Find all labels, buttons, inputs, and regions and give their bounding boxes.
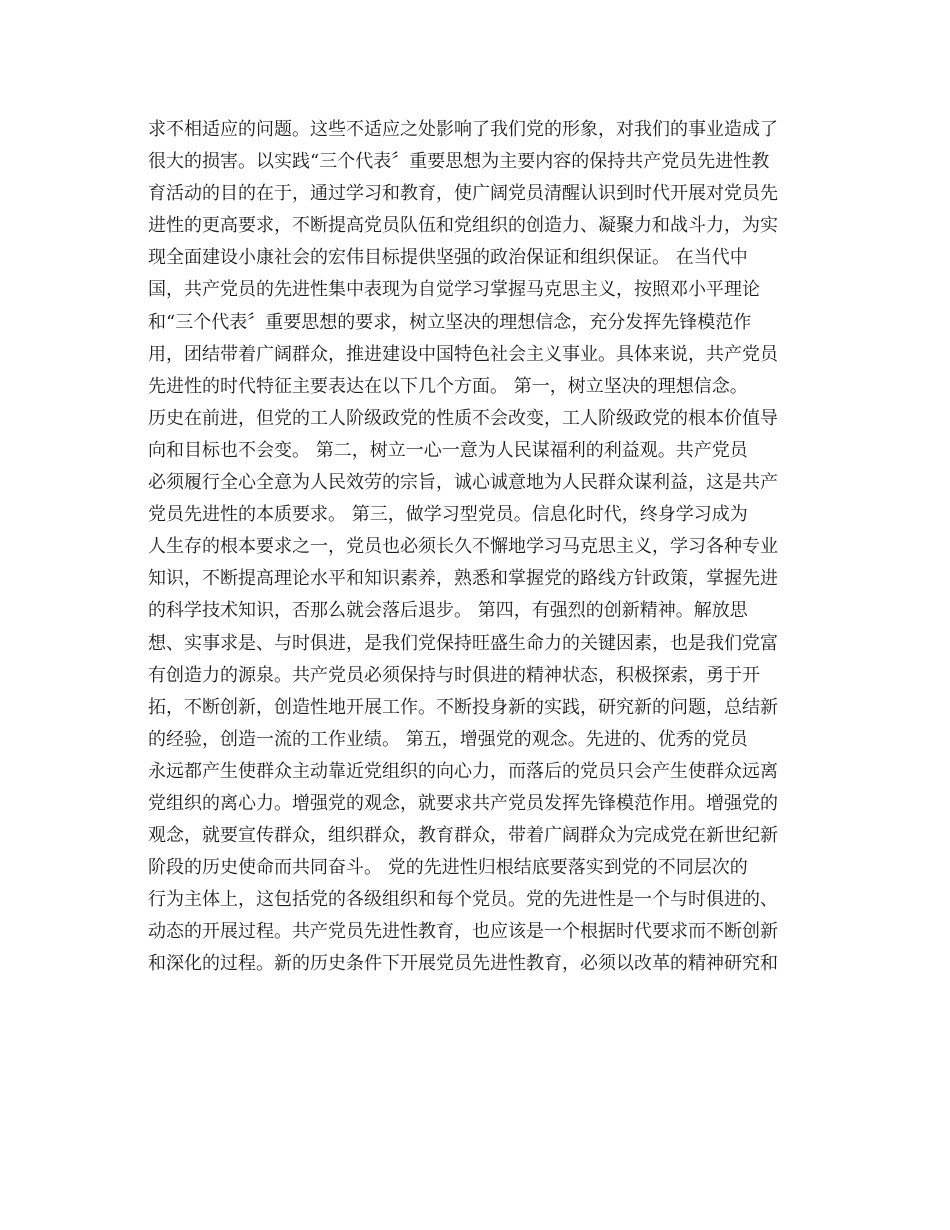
text-line: 国，共产党员的先进性集中表现为自觉学习掌握马克思主义，按照邓小平理论	[148, 279, 760, 301]
text-line: 观念，就要宣传群众，组织群众，教育群众，带着广阔群众为完成党在新世纪新	[148, 825, 778, 847]
text-line: 很大的损害。以实践“三个代表〞重要思想为主要内容的保持共产党员先进性教	[148, 151, 770, 173]
text-line: 党组织的离心力。增强党的观念，就要求共产党员发挥先锋模范作用。增强党的	[148, 792, 778, 814]
text-line: 求不相适应的问题。这些不适应之处影响了我们党的形象，对我们的事业造成了	[148, 119, 778, 140]
text-line: 历史在前进，但党的工人阶级政党的性质不会改变，工人阶级政党的根本价值导	[148, 407, 778, 429]
body-text	[148, 114, 808, 981]
text-line: 有创造力的源泉。共产党员必须保持与时俱进的精神状态，积极探索，勇于开	[148, 664, 760, 686]
text-line: 永远都产生使群众主动靠近党组织的向心力，而落后的党员只会产生使群众远离	[148, 760, 778, 782]
text-line: 党员先进性的本质要求。 第三，做学习型党员。信息化时代，终身学习成为	[148, 504, 748, 526]
text-line: 先进性的时代特征主要表达在以下几个方面。 第一，树立坚决的理想信念。	[148, 375, 748, 397]
text-line: 的科学技术知识，否那么就会落后退步。 第四，有强烈的创新精神。解放思	[148, 600, 748, 622]
text-line: 和深化的过程。新的历史条件下开展党员先进性教育，必须以改革的精神研究和	[148, 953, 778, 975]
text-line: 现全面建设小康社会的宏伟目标提供坚强的政治保证和组织保证。 在当代中	[148, 247, 748, 269]
text-line: 知识，不断提高理论水平和知识素养，熟悉和掌握党的路线方针政策，掌握先进	[148, 568, 778, 590]
text-line: 向和目标也不会变。 第二，树立一心一意为人民谋福利的利益观。共产党员	[148, 439, 748, 461]
text-line: 想、实事求是、与时俱进，是我们党保持旺盛生命力的关键因素，也是我们党富	[148, 632, 778, 654]
text-line: 进性的更高要求，不断提高党员队伍和党组织的创造力、凝聚力和战斗力，为实	[148, 215, 778, 237]
text-line: 用，团结带着广阔群众，推进建设中国特色社会主义事业。具体来说，共产党员	[148, 343, 778, 365]
text-line: 拓，不断创新，创造性地开展工作。不断投身新的实践，研究新的问题，总结新	[148, 696, 778, 718]
text-line: 行为主体上，这包括党的各级组织和每个党员。党的先进性是一个与时俱进的、	[148, 889, 778, 911]
text-line: 的经验，创造一流的工作业绩。 第五，增强党的观念。先进的、优秀的党员	[148, 728, 748, 750]
text-line: 育活动的目的在于，通过学习和教育，使广阔党员清醒认识到时代开展对党员先	[148, 183, 778, 205]
text-line: 和“三个代表〞重要思想的要求，树立坚决的理想信念，充分发挥先锋模范作	[148, 311, 752, 333]
text-line: 必须履行全心全意为人民效劳的宗旨，诚心诚意地为人民群众谋利益，这是共产	[148, 472, 778, 494]
text-line: 动态的开展过程。共产党员先进性教育，也应该是一个根据时代要求而不断创新	[148, 921, 778, 943]
text-line: 人生存的根本要求之一，党员也必须长久不懈地学习马克思主义，学习各种专业	[148, 536, 778, 558]
text-line: 阶段的历史使命而共同奋斗。 党的先进性归根结底要落实到党的不同层次的	[148, 857, 748, 879]
